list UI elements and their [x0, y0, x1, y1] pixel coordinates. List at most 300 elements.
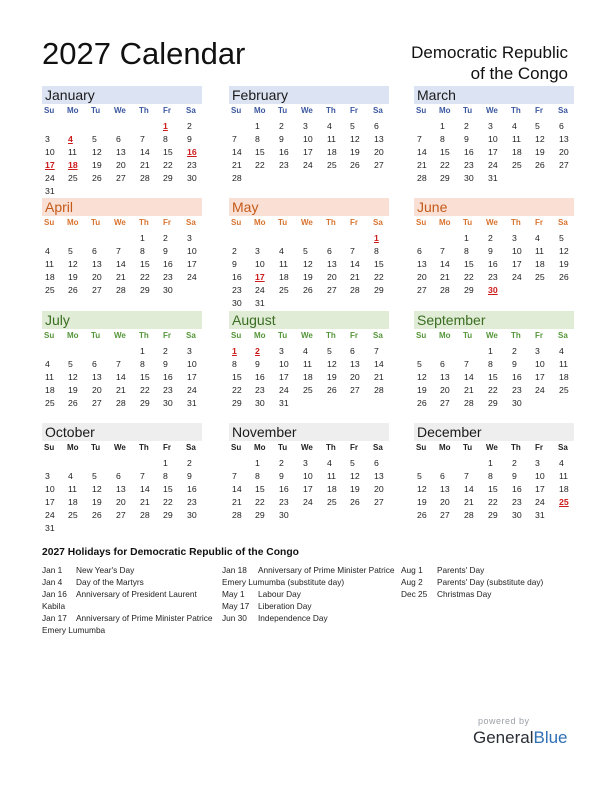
calendar-day: 5 [559, 233, 564, 243]
holiday-date: May 1 [222, 589, 245, 599]
holiday-day: 30 [488, 284, 498, 295]
calendar-day: 25 [303, 384, 313, 395]
calendar-day: 15 [163, 483, 173, 494]
calendar-day: 24 [45, 172, 55, 183]
calendar-day: 7 [350, 245, 355, 256]
weekday-label: Sa [558, 106, 568, 115]
calendar-day: 28 [440, 284, 450, 295]
holiday-day: 16 [187, 146, 197, 157]
calendar-day: 17 [512, 258, 522, 269]
calendar-day: 1 [140, 346, 145, 356]
calendar-day: 17 [187, 258, 197, 269]
calendar-day: 18 [279, 271, 289, 282]
calendar-day: 28 [140, 172, 150, 183]
holiday-column [401, 564, 576, 600]
weekday-label: Tu [463, 331, 473, 340]
weekday-label: Th [511, 218, 521, 227]
calendar-day: 28 [140, 509, 150, 520]
calendar-day: 15 [140, 371, 150, 382]
calendar-day: 23 [512, 496, 522, 507]
weekday-header [42, 104, 202, 121]
weekday-label: Th [139, 218, 149, 227]
calendar-day: 26 [92, 172, 102, 183]
weekday-label: Fr [535, 331, 543, 340]
holiday-entry [222, 600, 402, 612]
calendar-day: 13 [327, 258, 337, 269]
calendar-day: 24 [535, 384, 545, 395]
calendar-day: 29 [232, 397, 242, 408]
calendar-day: 1 [255, 458, 260, 468]
calendar-day: 11 [535, 245, 545, 256]
holiday-date: Jan 1 [42, 565, 63, 575]
calendar-day: 14 [232, 146, 242, 157]
weekday-label: Su [231, 218, 242, 227]
holiday-name: Labour Day [258, 589, 301, 599]
calendar-day: 13 [374, 133, 384, 144]
day-grid [414, 458, 574, 550]
weekday-label: Su [231, 443, 242, 452]
weekday-label: Fr [535, 443, 543, 452]
page-title: 2027 Calendar [42, 36, 246, 71]
calendar-day: 17 [187, 371, 197, 382]
weekday-header [229, 329, 389, 346]
calendar-day: 26 [327, 384, 337, 395]
calendar-day: 20 [374, 483, 384, 494]
weekday-label: Th [511, 443, 521, 452]
calendar-day: 8 [464, 245, 469, 256]
weekday-label: Fr [350, 106, 358, 115]
calendar-day: 19 [350, 146, 360, 157]
calendar-day: 22 [140, 271, 150, 282]
calendar-day: 19 [535, 146, 545, 157]
calendar-day: 15 [140, 258, 150, 269]
calendar-day: 29 [255, 509, 265, 520]
calendar-day: 28 [350, 284, 360, 295]
calendar-day: 18 [535, 258, 545, 269]
calendar-day: 12 [350, 133, 360, 144]
weekday-label: Tu [278, 331, 288, 340]
calendar-day: 19 [559, 258, 569, 269]
calendar-day: 31 [535, 509, 545, 520]
weekday-label: Su [416, 106, 427, 115]
calendar-day: 11 [512, 133, 522, 144]
calendar-day: 14 [440, 258, 450, 269]
calendar-day: 16 [488, 258, 498, 269]
calendar-day: 2 [279, 458, 284, 468]
weekday-label: We [486, 218, 498, 227]
calendar-day: 11 [303, 358, 313, 369]
weekday-label: We [301, 443, 313, 452]
calendar-day: 27 [116, 172, 126, 183]
calendar-day: 6 [440, 358, 445, 369]
calendar-day: 15 [255, 146, 265, 157]
calendar-day: 5 [417, 358, 422, 369]
calendar-day: 30 [255, 397, 265, 408]
calendar-day: 21 [232, 496, 242, 507]
calendar-day: 11 [327, 133, 337, 144]
calendar-day: 9 [232, 258, 237, 269]
calendar-day: 9 [163, 358, 168, 369]
powered-by-label: powered by [478, 716, 530, 726]
holiday-day: 1 [163, 121, 168, 131]
calendar-day: 6 [92, 245, 97, 256]
weekday-label: We [114, 106, 126, 115]
calendar-day: 7 [232, 133, 237, 144]
calendar-day: 30 [187, 172, 197, 183]
calendar-day: 22 [255, 159, 265, 170]
weekday-label: Th [139, 106, 149, 115]
weekday-label: Th [511, 331, 521, 340]
holiday-name: Parents' Day (substitute day) [437, 577, 544, 587]
calendar-day: 3 [255, 245, 260, 256]
calendar-day: 11 [45, 258, 55, 269]
weekday-label: Su [231, 106, 242, 115]
calendar-day: 13 [92, 371, 102, 382]
holiday-name: Anniversary of Prime Minister Patrice Emery Lumumba [42, 613, 213, 635]
calendar-day: 21 [440, 271, 450, 282]
calendar-day: 16 [279, 146, 289, 157]
calendar-day: 23 [488, 271, 498, 282]
calendar-day: 5 [327, 346, 332, 356]
month-title: October [42, 423, 202, 441]
calendar-day: 22 [488, 384, 498, 395]
calendar-day: 18 [303, 371, 313, 382]
calendar-day: 31 [45, 185, 55, 196]
weekday-label: Su [44, 218, 55, 227]
weekday-label: We [486, 106, 498, 115]
weekday-header [229, 104, 389, 121]
calendar-day: 13 [92, 258, 102, 269]
calendar-day: 8 [163, 133, 168, 144]
calendar-day: 10 [303, 470, 313, 481]
calendar-day: 3 [535, 346, 540, 356]
calendar-day: 2 [464, 121, 469, 131]
calendar-day: 9 [279, 470, 284, 481]
calendar-day: 28 [374, 384, 384, 395]
calendar-day: 7 [374, 346, 379, 356]
calendar-day: 16 [187, 483, 197, 494]
calendar-day: 29 [140, 397, 150, 408]
calendar-day: 21 [140, 496, 150, 507]
month-title: July [42, 311, 202, 329]
calendar-day: 9 [187, 133, 192, 144]
calendar-day: 5 [68, 245, 73, 256]
holiday-date: Jan 18 [222, 565, 247, 575]
weekday-label: Mo [439, 443, 451, 452]
weekday-header [414, 441, 574, 458]
calendar-day: 13 [374, 470, 384, 481]
calendar-day: 20 [350, 371, 360, 382]
calendar-day: 20 [92, 271, 102, 282]
holiday-name: Christmas Day [437, 589, 492, 599]
calendar-day: 15 [488, 483, 498, 494]
holiday-day: 25 [559, 496, 569, 507]
calendar-day: 14 [116, 258, 126, 269]
weekday-label: Mo [254, 443, 266, 452]
holiday-entry [401, 588, 576, 600]
weekday-label: We [486, 443, 498, 452]
weekday-label: Th [139, 443, 149, 452]
calendar-day: 30 [163, 397, 173, 408]
calendar-day: 18 [559, 371, 569, 382]
holiday-day: 1 [374, 233, 379, 243]
country-line-1: Democratic Republic [411, 43, 568, 62]
weekday-label: Tu [463, 218, 473, 227]
weekday-label: Fr [535, 218, 543, 227]
holiday-day: 17 [45, 159, 55, 170]
month-title: January [42, 86, 202, 104]
day-grid [42, 458, 202, 550]
calendar-day: 21 [464, 496, 474, 507]
calendar-day: 31 [488, 172, 498, 183]
calendar-day: 26 [92, 509, 102, 520]
calendar-day: 10 [535, 470, 545, 481]
calendar-day: 23 [464, 159, 474, 170]
month-october [42, 423, 202, 550]
calendar-day: 11 [45, 371, 55, 382]
calendar-day: 15 [374, 258, 384, 269]
calendar-day: 25 [279, 284, 289, 295]
calendar-day: 12 [417, 483, 427, 494]
calendar-day: 6 [417, 245, 422, 256]
calendar-day: 23 [512, 384, 522, 395]
weekday-label: We [301, 106, 313, 115]
calendar-day: 4 [45, 245, 50, 256]
calendar-day: 9 [255, 358, 260, 369]
calendar-day: 24 [187, 271, 197, 282]
holiday-entry [222, 564, 402, 588]
weekday-label: Th [326, 331, 336, 340]
calendar-day: 8 [140, 245, 145, 256]
calendar-day: 10 [187, 245, 197, 256]
calendar-day: 12 [92, 146, 102, 157]
calendar-day: 12 [303, 258, 313, 269]
calendar-day: 3 [187, 346, 192, 356]
weekday-header [42, 329, 202, 346]
month-september [414, 311, 574, 438]
calendar-day: 1 [140, 233, 145, 243]
calendar-day: 21 [116, 384, 126, 395]
calendar-day: 16 [163, 258, 173, 269]
calendar-day: 26 [68, 397, 78, 408]
weekday-label: Sa [186, 218, 196, 227]
calendar-day: 17 [488, 146, 498, 157]
weekday-label: Tu [278, 218, 288, 227]
calendar-day: 27 [417, 284, 427, 295]
calendar-day: 31 [45, 522, 55, 533]
holiday-name: Liberation Day [258, 601, 312, 611]
weekday-label: Fr [350, 331, 358, 340]
weekday-label: Mo [254, 331, 266, 340]
calendar-day: 22 [488, 496, 498, 507]
day-grid [229, 458, 389, 550]
weekday-label: Sa [186, 106, 196, 115]
holiday-entry [222, 612, 402, 624]
weekday-label: Th [326, 106, 336, 115]
calendar-day: 22 [163, 159, 173, 170]
calendar-day: 17 [45, 496, 55, 507]
calendar-day: 22 [440, 159, 450, 170]
holiday-entry [42, 612, 222, 636]
calendar-day: 1 [488, 346, 493, 356]
calendar-day: 15 [488, 371, 498, 382]
calendar-day: 10 [303, 133, 313, 144]
calendar-day: 3 [279, 346, 284, 356]
calendar-day: 24 [303, 496, 313, 507]
holiday-name: New Year's Day [76, 565, 135, 575]
weekday-label: Mo [439, 218, 451, 227]
calendar-day: 9 [464, 133, 469, 144]
calendar-day: 1 [163, 458, 168, 468]
weekday-label: Tu [91, 218, 101, 227]
calendar-day: 11 [68, 483, 78, 494]
calendar-day: 11 [559, 470, 569, 481]
calendar-day: 14 [374, 358, 384, 369]
weekday-label: Th [326, 218, 336, 227]
calendar-day: 25 [535, 271, 545, 282]
calendar-day: 1 [440, 121, 445, 131]
calendar-day: 5 [350, 121, 355, 131]
calendar-day: 16 [464, 146, 474, 157]
calendar-day: 5 [417, 470, 422, 481]
calendar-day: 30 [187, 509, 197, 520]
calendar-day: 2 [488, 233, 493, 243]
calendar-day: 27 [374, 159, 384, 170]
weekday-label: Fr [163, 331, 171, 340]
calendar-day: 15 [464, 258, 474, 269]
holiday-name: Day of the Martyrs [76, 577, 144, 587]
calendar-day: 28 [116, 397, 126, 408]
weekday-label: We [301, 331, 313, 340]
calendar-day: 29 [464, 284, 474, 295]
calendar-day: 26 [535, 159, 545, 170]
calendar-day: 4 [68, 470, 73, 481]
calendar-day: 25 [68, 172, 78, 183]
calendar-day: 24 [279, 384, 289, 395]
calendar-day: 23 [279, 159, 289, 170]
weekday-label: Fr [163, 443, 171, 452]
calendar-day: 6 [116, 470, 121, 481]
weekday-label: Fr [163, 218, 171, 227]
holiday-date: Jun 30 [222, 613, 247, 623]
calendar-day: 18 [512, 146, 522, 157]
calendar-day: 25 [512, 159, 522, 170]
weekday-label: Su [44, 106, 55, 115]
month-title: May [229, 198, 389, 216]
month-title: February [229, 86, 389, 104]
calendar-day: 19 [417, 496, 427, 507]
calendar-day: 16 [512, 371, 522, 382]
calendar-day: 19 [417, 384, 427, 395]
calendar-day: 20 [116, 496, 126, 507]
month-title: April [42, 198, 202, 216]
calendar-day: 14 [464, 371, 474, 382]
calendar-day: 13 [116, 146, 126, 157]
holiday-day: 18 [68, 159, 78, 170]
calendar-day: 21 [350, 271, 360, 282]
calendar-day: 2 [232, 245, 237, 256]
weekday-label: Fr [535, 106, 543, 115]
calendar-day: 23 [163, 271, 173, 282]
calendar-day: 1 [255, 121, 260, 131]
weekday-label: We [114, 331, 126, 340]
weekday-label: Mo [67, 218, 79, 227]
calendar-day: 5 [535, 121, 540, 131]
calendar-day: 17 [303, 146, 313, 157]
calendar-day: 23 [187, 159, 197, 170]
calendar-day: 28 [417, 172, 427, 183]
calendar-day: 24 [535, 496, 545, 507]
weekday-label: Sa [558, 218, 568, 227]
calendar-day: 27 [374, 496, 384, 507]
month-january [42, 86, 202, 213]
generalblue-logo[interactable] [473, 728, 568, 748]
weekday-label: Mo [67, 331, 79, 340]
weekday-label: Sa [373, 218, 383, 227]
calendar-day: 12 [559, 245, 569, 256]
holiday-column [222, 564, 402, 624]
holiday-name: Anniversary of Prime Minister Patrice Emery Lumumba (substitute day) [222, 565, 395, 587]
calendar-day: 7 [464, 358, 469, 369]
calendar-day: 28 [116, 284, 126, 295]
holiday-name: Anniversary of President Laurent Kabila [42, 589, 197, 611]
calendar-day: 25 [68, 509, 78, 520]
calendar-day: 5 [303, 245, 308, 256]
weekday-label: Th [511, 106, 521, 115]
calendar-day: 7 [116, 358, 121, 369]
calendar-day: 16 [232, 271, 242, 282]
weekday-label: Tu [463, 443, 473, 452]
calendar-day: 10 [187, 358, 197, 369]
calendar-day: 11 [559, 358, 569, 369]
month-title: November [229, 423, 389, 441]
calendar-day: 20 [440, 384, 450, 395]
calendar-day: 18 [45, 271, 55, 282]
calendar-day: 2 [512, 346, 517, 356]
calendar-day: 7 [464, 470, 469, 481]
month-title: September [414, 311, 574, 329]
holiday-date: Aug 2 [401, 577, 423, 587]
weekday-label: Su [416, 331, 427, 340]
calendar-day: 10 [488, 133, 498, 144]
weekday-label: Tu [91, 443, 101, 452]
calendar-day: 31 [279, 397, 289, 408]
calendar-day: 3 [303, 121, 308, 131]
holidays-title: 2027 Holidays for Democratic Republic of the Congo [42, 547, 299, 558]
holiday-date: Jan 17 [42, 613, 67, 623]
calendar-day: 6 [350, 346, 355, 356]
weekday-header [414, 329, 574, 346]
calendar-day: 24 [45, 509, 55, 520]
calendar-day: 19 [303, 271, 313, 282]
calendar-day: 21 [232, 159, 242, 170]
calendar-day: 27 [559, 159, 569, 170]
holiday-date: Jan 16 [42, 589, 67, 599]
weekday-label: Fr [163, 106, 171, 115]
calendar-day: 8 [440, 133, 445, 144]
calendar-day: 27 [116, 509, 126, 520]
calendar-day: 29 [440, 172, 450, 183]
month-november [229, 423, 389, 550]
calendar-day: 26 [417, 397, 427, 408]
weekday-label: Sa [186, 331, 196, 340]
weekday-label: Mo [439, 331, 451, 340]
weekday-label: Tu [91, 331, 101, 340]
calendar-day: 15 [163, 146, 173, 157]
holiday-entry [401, 564, 576, 576]
weekday-label: Su [231, 331, 242, 340]
calendar-day: 29 [140, 284, 150, 295]
